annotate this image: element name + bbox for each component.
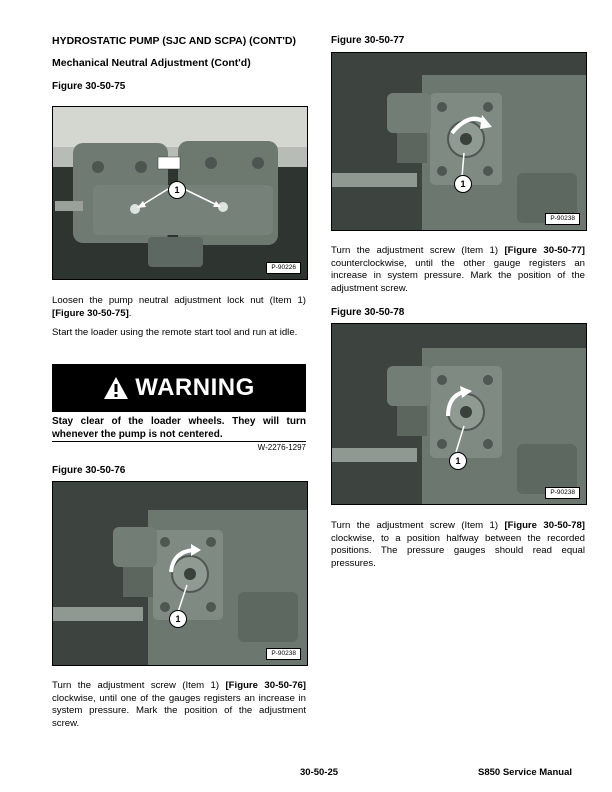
figure-77-photo <box>331 52 587 231</box>
paragraph-start-loader: Start the loader using the remote start tool and run at idle. <box>52 327 298 338</box>
figure-ref-77[interactable]: [Figure 30-50-77] <box>504 245 585 256</box>
paragraph-turn-clockwise-76: Turn the adjustment screw (Item 1) [Figure 30-50-76] clockwise, until one of the gauges registers an increase in system pressure. Mark the position of the adjustment screw. <box>52 680 306 729</box>
figure-78-photo <box>331 323 587 505</box>
manual-title: S850 Service Manual <box>478 767 572 778</box>
paragraph-loosen-lock-nut: Loosen the pump neutral adjustment lock nut (Item 1) [Figure 30-50-75]. <box>52 295 306 319</box>
adjustment-screw-halfway-illustration <box>332 324 586 504</box>
warning-divider <box>52 441 306 442</box>
figure-76-code: P-90238 <box>266 648 301 660</box>
figure-76-callout: 1 <box>169 610 187 628</box>
figure-ref-75[interactable]: [Figure 30-50-75] <box>52 307 129 319</box>
adjustment-screw-ccw-illustration <box>332 53 586 230</box>
warning-code: W-2276-1297 <box>257 443 306 452</box>
subsection-title: Mechanical Neutral Adjustment (Cont'd) <box>52 57 251 69</box>
paragraph-turn-halfway-78: Turn the adjustment screw (Item 1) [Figure 30-50-78] clockwise, to a position halfway between the recorded positions. The pressure gauges should read equal pressures. <box>331 520 585 569</box>
page-number: 30-50-25 <box>300 767 339 778</box>
warning-triangle-icon <box>103 376 129 400</box>
section-title: HYDROSTATIC PUMP (SJC AND SCPA) (CONT'D) <box>52 35 296 47</box>
warning-text: Stay clear of the loader wheels. They will turn whenever the pump is not centered. <box>52 416 306 440</box>
figure-75-callout: 1 <box>168 181 186 199</box>
figure-label-78: Figure 30-50-78 <box>331 307 405 318</box>
figure-77-callout: 1 <box>454 175 472 193</box>
figure-75-photo <box>52 106 308 280</box>
figure-75-code: P-90226 <box>266 262 301 274</box>
warning-title: WARNING <box>135 374 255 401</box>
figure-ref-76[interactable]: [Figure 30-50-76] <box>225 680 306 691</box>
adjustment-screw-illustration <box>53 482 307 665</box>
warning-banner <box>52 364 306 412</box>
figure-78-code: P-90238 <box>545 487 580 499</box>
figure-label-75: Figure 30-50-75 <box>52 81 126 92</box>
figure-76-photo <box>52 481 308 666</box>
figure-label-76: Figure 30-50-76 <box>52 465 126 476</box>
paragraph-turn-counterclockwise-77: Turn the adjustment screw (Item 1) [Figure 30-50-77] counterclockwise, until the other gauge registers an increase in system pressure. Mark the position of the adjustment screw. <box>331 245 585 294</box>
figure-ref-78[interactable]: [Figure 30-50-78] <box>504 520 585 531</box>
figure-label-77: Figure 30-50-77 <box>331 35 405 46</box>
figure-77-code: P-90238 <box>545 213 580 225</box>
figure-78-callout: 1 <box>449 452 467 470</box>
